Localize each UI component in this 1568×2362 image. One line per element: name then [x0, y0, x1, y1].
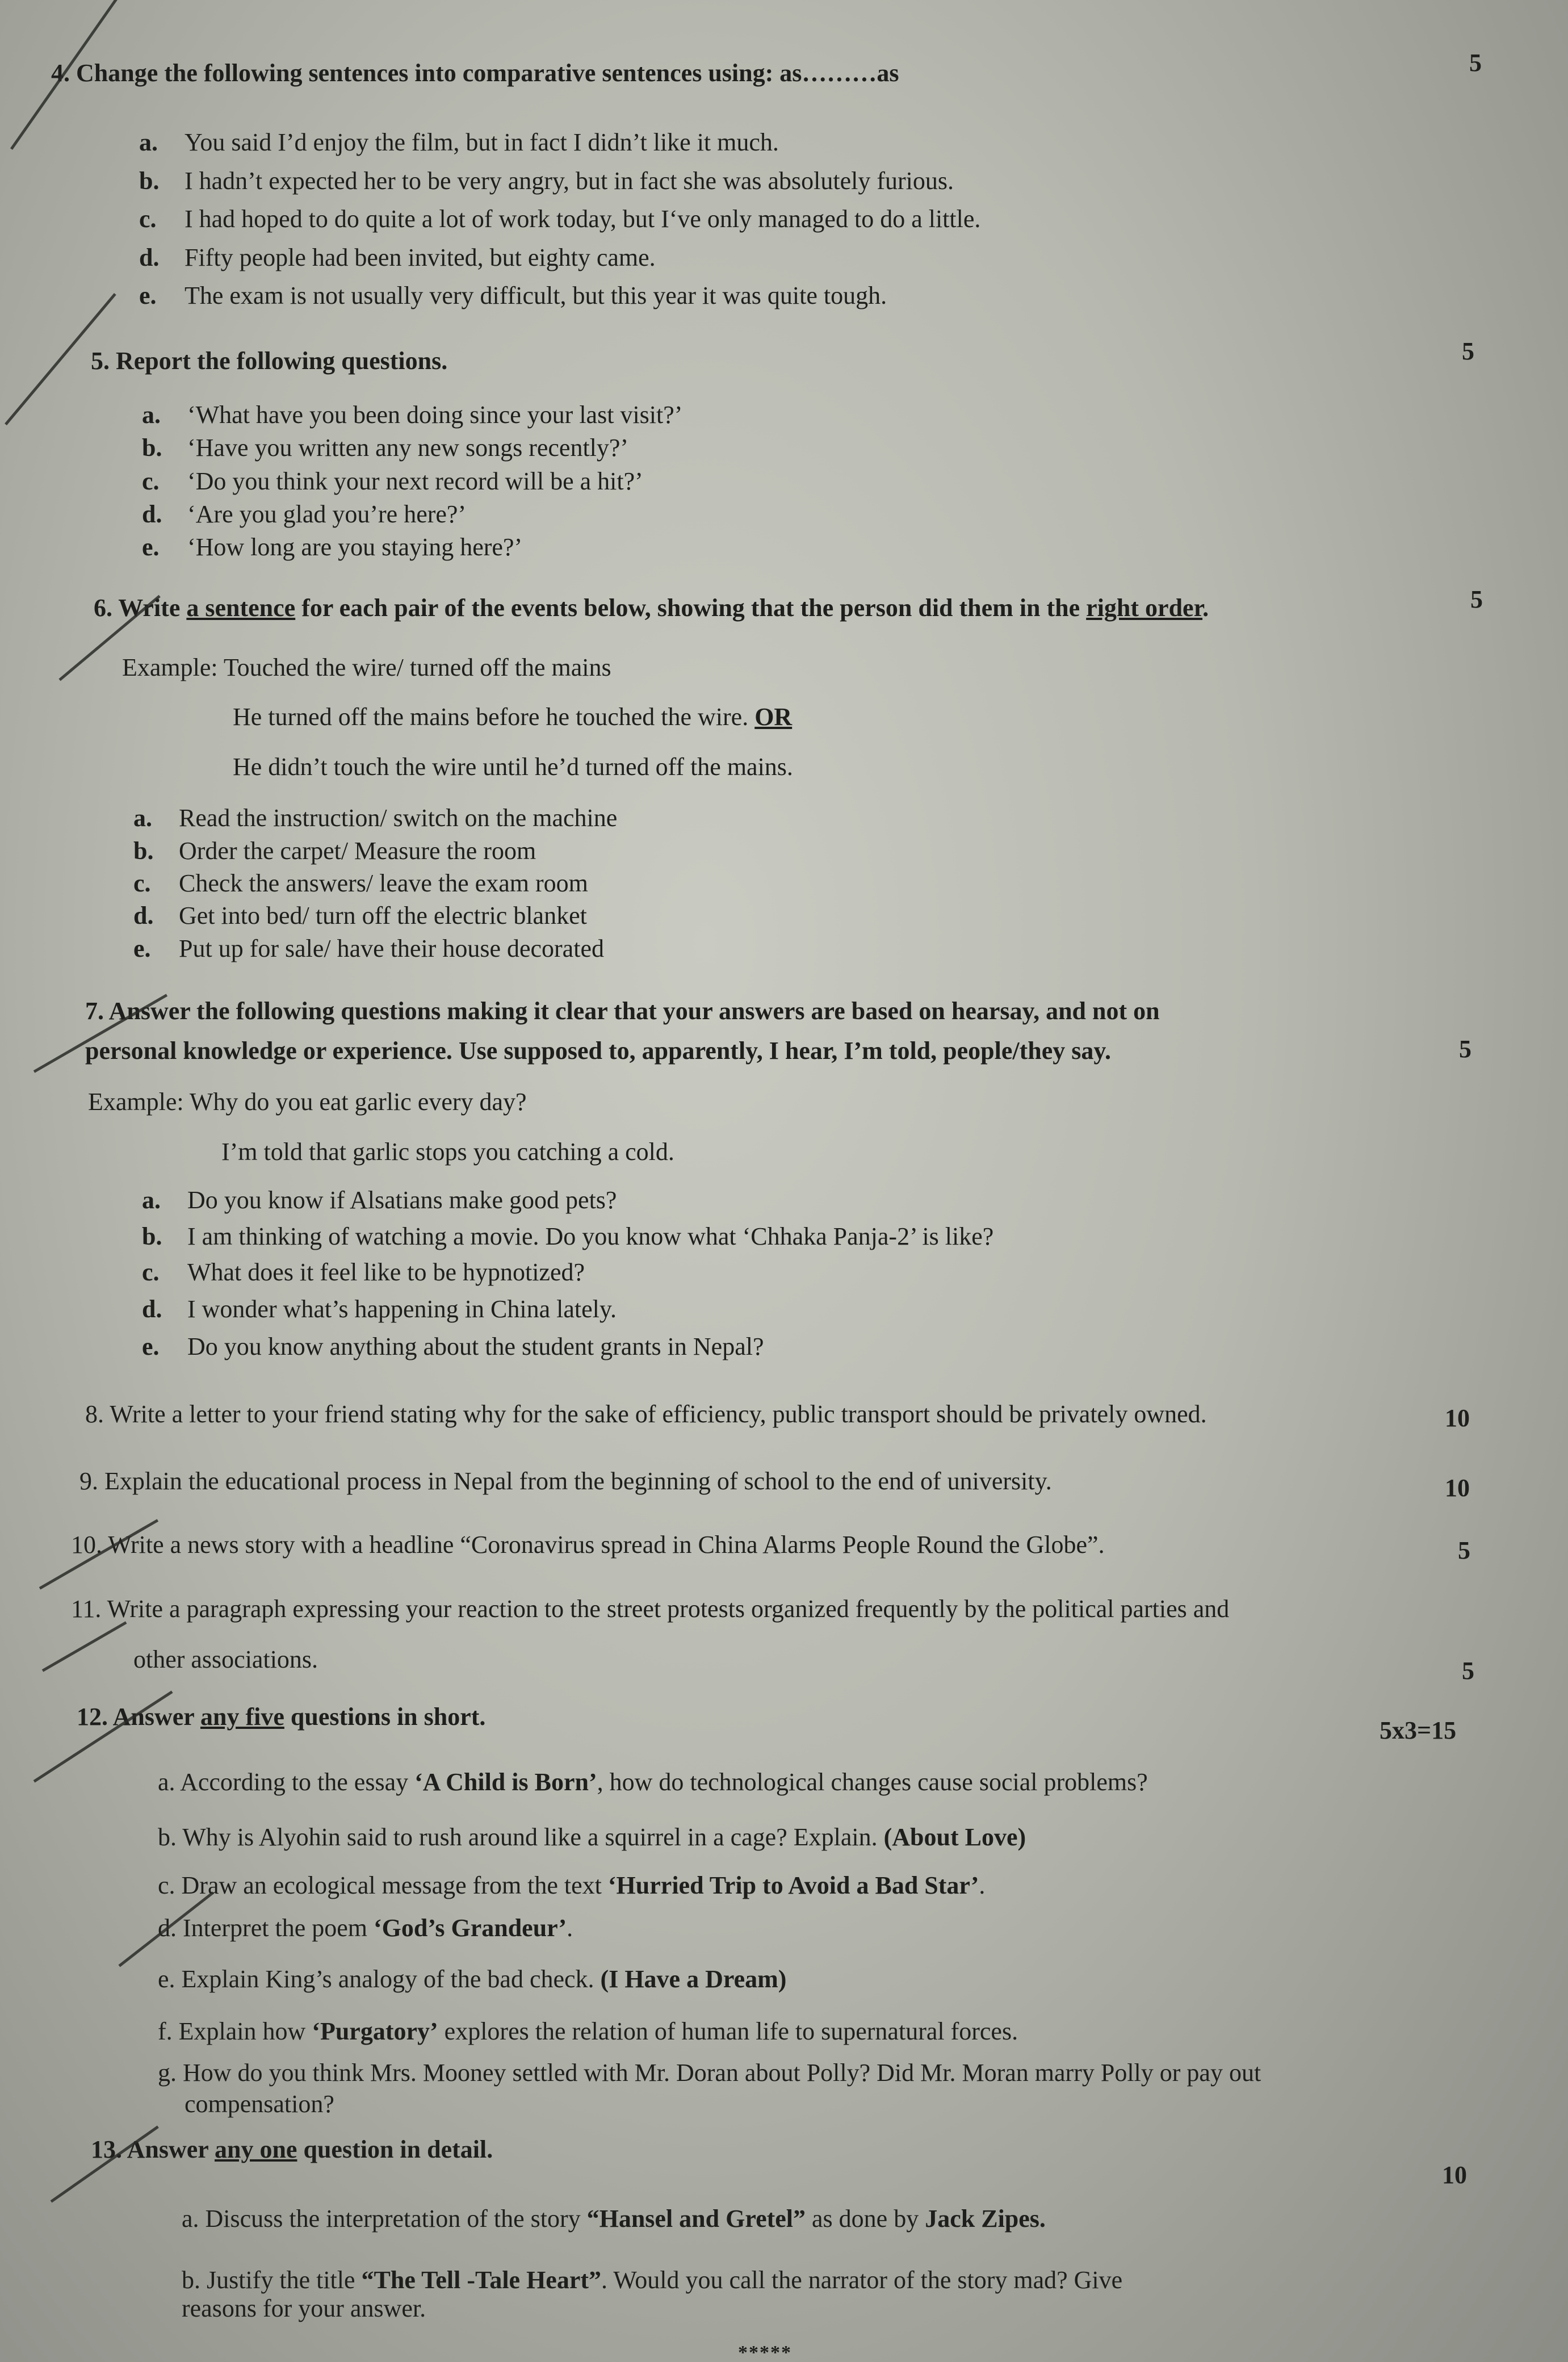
question-8: 8. Write a letter to your friend stating why for the sake of efficiency, public transport should be privately owned.: [85, 1400, 1207, 1428]
question-5-marks: 5: [1462, 337, 1474, 365]
question-12-item-d: d. Interpret the poem ‘God’s Grandeur’.: [158, 1914, 573, 1942]
question-4-title: 4. Change the following sentences into comparative sentences using: as………as: [51, 59, 899, 87]
question-4-item-a: a. You said I’d enjoy the film, but in fact I didn’t like it much.: [139, 128, 779, 156]
question-7-item-d: d. I wonder what’s happening in China lately.: [142, 1295, 617, 1323]
question-7-item-b: b. I am thinking of watching a movie. Do you know what ‘Chhaka Panja-2’ is like?: [142, 1222, 994, 1250]
question-12-item-a: a. According to the essay ‘A Child is Born’, how do technological changes cause social problems?: [158, 1768, 1148, 1796]
question-5-item-e: e. ‘How long are you staying here?’: [142, 533, 523, 561]
question-6-example: Example: Touched the wire/ turned off the mains: [122, 654, 611, 681]
question-7-item-c: c. What does it feel like to be hypnotized?: [142, 1258, 585, 1286]
question-4-item-d: d. Fifty people had been invited, but eighty came.: [139, 244, 656, 271]
question-6-item-e: e. Put up for sale/ have their house decorated: [133, 935, 604, 962]
question-12-marks: 5x3=15: [1380, 1716, 1457, 1744]
question-6-marks: 5: [1470, 585, 1483, 613]
question-9-marks: 10: [1445, 1474, 1470, 1502]
question-11-line-2: other associations.: [133, 1645, 318, 1673]
question-6-item-c: c. Check the answers/ leave the exam room: [133, 869, 588, 897]
question-13-marks: 10: [1442, 2161, 1467, 2189]
question-6-example-answer-1: He turned off the mains before he touched the wire. OR: [233, 703, 793, 731]
question-6-title: 6. Write a sentence for each pair of the events below, showing that the person did them in the right order.: [94, 594, 1209, 622]
question-5-item-b: b. ‘Have you written any new songs recently?’: [142, 434, 629, 462]
question-4-item-c: c. I had hoped to do quite a lot of work today, but I‘ve only managed to do a little.: [139, 205, 981, 233]
question-10-marks: 5: [1458, 1536, 1470, 1564]
question-4-marks: 5: [1469, 49, 1482, 77]
question-5-item-a: a. ‘What have you been doing since your last visit?’: [142, 401, 683, 429]
question-13-item-b: b. Justify the title “The Tell -Tale Heart”. Would you call the narrator of the story mad? Give: [182, 2266, 1123, 2294]
question-7-title-line-2: personal knowledge or experience. Use supposed to, apparently, I hear, I’m told, people/they say.: [85, 1037, 1111, 1065]
question-13-title: 13. Answer any one question in detail.: [91, 2135, 493, 2163]
question-7-marks: 5: [1459, 1035, 1471, 1063]
question-7-example-answer: I’m told that garlic stops you catching a cold.: [221, 1138, 674, 1166]
question-5-item-d: d. ‘Are you glad you’re here?’: [142, 500, 467, 528]
question-12-item-e: e. Explain King’s analogy of the bad check. (I Have a Dream): [158, 1965, 787, 1993]
question-13-item-a: a. Discuss the interpretation of the story “Hansel and Gretel” as done by Jack Zipes.: [182, 2205, 1046, 2233]
question-6-item-a: a. Read the instruction/ switch on the machine: [133, 804, 618, 832]
question-12-item-g-line-1: g. How do you think Mrs. Mooney settled with Mr. Doran about Polly? Did Mr. Moran marry Polly or pay out: [158, 2059, 1261, 2087]
question-7-item-a: a. Do you know if Alsatians make good pets?: [142, 1186, 617, 1214]
question-10: 10. Write a news story with a headline “Coronavirus spread in China Alarms People Round the Globe”.: [71, 1531, 1105, 1559]
question-6-item-b: b. Order the carpet/ Measure the room: [133, 837, 536, 865]
question-8-marks: 10: [1445, 1404, 1470, 1432]
question-12-item-f: f. Explain how ‘Purgatory’ explores the relation of human life to supernatural forces.: [158, 2017, 1018, 2045]
question-5-title: 5. Report the following questions.: [91, 347, 448, 375]
question-5-item-c: c. ‘Do you think your next record will be a hit?’: [142, 467, 643, 495]
footer-stars: *****: [738, 2342, 792, 2362]
question-12-item-b: b. Why is Alyohin said to rush around like a squirrel in a cage? Explain. (About Love): [158, 1823, 1026, 1851]
question-7-example: Example: Why do you eat garlic every day?: [88, 1088, 527, 1116]
question-12-item-g-line-2: compensation?: [185, 2090, 334, 2118]
question-12-item-c: c. Draw an ecological message from the text ‘Hurried Trip to Avoid a Bad Star’.: [158, 1871, 986, 1899]
question-7-title-line-1: 7. Answer the following questions making it clear that your answers are based on hearsay, and not on: [85, 997, 1160, 1025]
question-6-example-answer-2: He didn’t touch the wire until he’d turned off the mains.: [233, 753, 793, 781]
question-4-item-e: e. The exam is not usually very difficult, but this year it was quite tough.: [139, 282, 887, 309]
question-9: 9. Explain the educational process in Nepal from the beginning of school to the end of university.: [79, 1467, 1052, 1495]
question-13-item-b-line-2: reasons for your answer.: [182, 2294, 426, 2322]
question-4-item-b: b. I hadn’t expected her to be very angry, but in fact she was absolutely furious.: [139, 167, 954, 195]
question-11-marks: 5: [1462, 1657, 1474, 1685]
pen-tick-mark: [42, 1621, 127, 1672]
question-7-item-e: e. Do you know anything about the student grants in Nepal?: [142, 1333, 764, 1360]
question-11-line-1: 11. Write a paragraph expressing your reaction to the street protests organized frequently by the political parties and: [71, 1595, 1230, 1623]
question-6-item-d: d. Get into bed/ turn off the electric blanket: [133, 902, 587, 929]
question-12-title: 12. Answer any five questions in short.: [77, 1703, 486, 1731]
